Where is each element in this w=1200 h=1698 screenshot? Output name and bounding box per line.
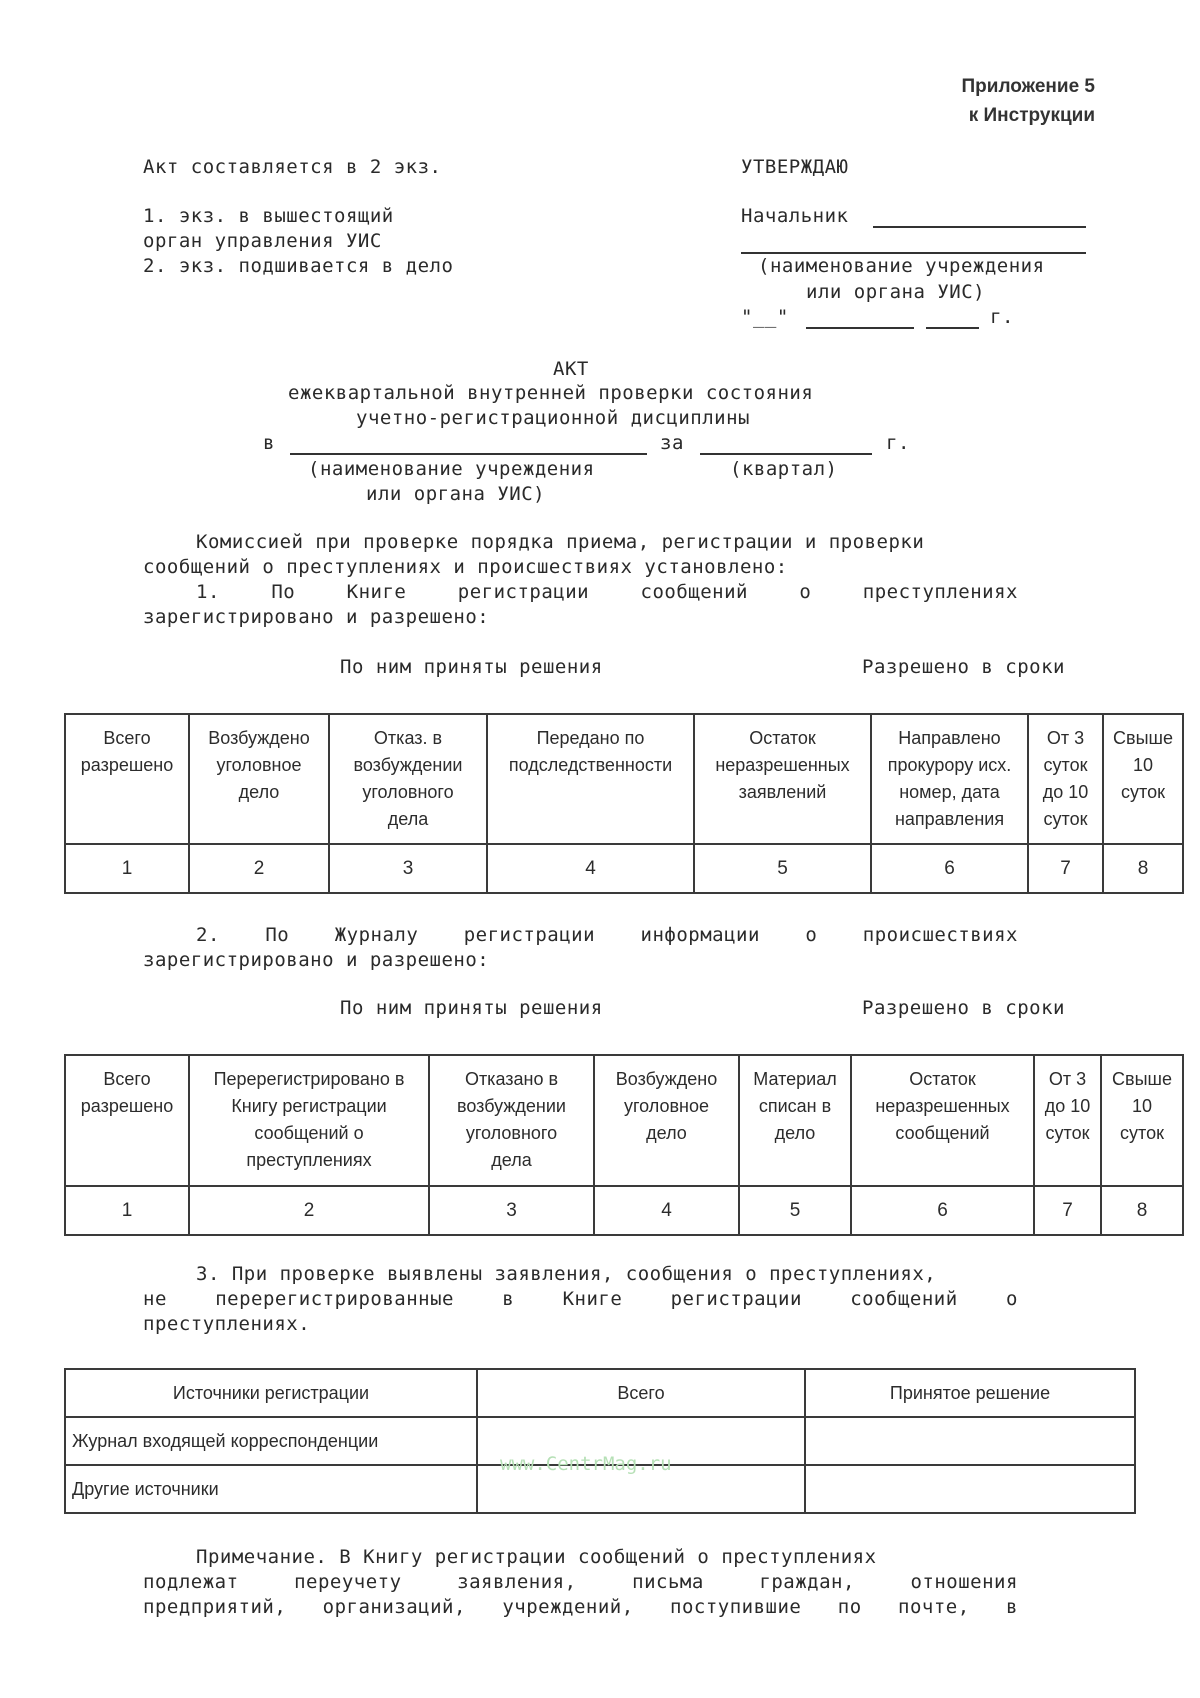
copies-note: Акт составляется в 2 экз. [143, 156, 442, 178]
section2-word: регистрации [463, 924, 596, 946]
copy2-note: 2. экз. подшивается в дело [143, 255, 454, 277]
note-word: учреждений, [502, 1596, 634, 1618]
section2-line2: зарегистрировано и разрешено: [143, 949, 490, 971]
table1-header-cell: От 3 суток до 10 суток [1028, 714, 1103, 844]
table2-number-cell: 1 [65, 1186, 189, 1235]
section1-word: По [271, 581, 296, 603]
table1-header-cell: Свыше 10 суток [1103, 714, 1183, 844]
table1-header-cell: Остаток неразрешенных заявлений [694, 714, 871, 844]
appendix-label [962, 72, 1095, 130]
note-word: граждан, [759, 1571, 855, 1593]
note-word: почте, [898, 1596, 970, 1618]
table2-header-cell: Свыше 10 суток [1101, 1055, 1183, 1186]
table1-header-cell: Возбуждено уголовное дело [189, 714, 329, 844]
table1-header-cell: Направлено прокурору исх. номер, дата направления [871, 714, 1028, 844]
table1-header-cell: Передано по подследственности [487, 714, 694, 844]
table2-header-row [65, 1055, 1183, 1186]
table2-header-cell: Перерегистрировано в Книгу регистрации сообщений о преступлениях [189, 1055, 429, 1186]
note-line1: Примечание. В Книгу регистрации сообщений о преступлениях [196, 1546, 877, 1568]
section1-in-time-label: Разрешено в сроки [862, 656, 1065, 678]
table1-number-cell: 7 [1028, 844, 1103, 893]
institution-name-line [741, 252, 1086, 254]
act-subtitle-line2: учетно-регистрационной дисциплины [356, 407, 750, 429]
table1-number-cell: 5 [694, 844, 871, 893]
table2-header-cell: Материал списан в дело [739, 1055, 851, 1186]
act-year-suffix: г. [886, 432, 910, 454]
table1-number-cell: 2 [189, 844, 329, 893]
table3-header-cell: Принятое решение [805, 1369, 1135, 1417]
table2-number-cell: 6 [851, 1186, 1034, 1235]
table-journal-registration [64, 1054, 1184, 1236]
table3-header-row [65, 1369, 1135, 1417]
act-title: АКТ [553, 358, 589, 380]
table1-number-cell: 6 [871, 844, 1028, 893]
appendix-line2: к Инструкции [968, 105, 1095, 126]
section2-line1 [196, 924, 1018, 946]
section3-line3: преступлениях. [143, 1313, 311, 1335]
section2-word: Журналу [334, 924, 419, 946]
note-word: заявления, [457, 1571, 577, 1593]
table3-header-cell: Источники регистрации [65, 1369, 477, 1417]
table1-header-cell: Отказ. в возбуждении уголовного дела [329, 714, 487, 844]
section2-word: происшествиях [862, 924, 1018, 946]
table2-number-cell: 2 [189, 1186, 429, 1235]
table2-number-row [65, 1186, 1183, 1235]
note-word: организаций, [322, 1596, 466, 1618]
section1-word: преступлениях [862, 581, 1018, 603]
section3-word: сообщений [850, 1288, 958, 1310]
section2-decisions-label: По ним приняты решения [340, 997, 603, 1019]
table2-number-cell: 3 [429, 1186, 594, 1235]
act-caption-inst-line1: (наименование учреждения [308, 458, 595, 480]
table1-number-cell: 8 [1103, 844, 1183, 893]
table2-number-cell: 7 [1034, 1186, 1101, 1235]
section3-word: не [143, 1288, 167, 1310]
table2-header-cell: От 3 до 10 суток [1034, 1055, 1101, 1186]
note-line2 [143, 1571, 1018, 1593]
table1-header-cell: Всего разрешено [65, 714, 189, 844]
section1-decisions-label: По ним приняты решения [340, 656, 603, 678]
section1-line2: зарегистрировано и разрешено: [143, 606, 490, 628]
section3-word: Книге [562, 1288, 623, 1310]
section1-word: сообщений [640, 581, 748, 603]
copy1-line2: орган управления УИС [143, 230, 382, 252]
act-for-label: за [660, 432, 684, 454]
note-word: отношения [910, 1571, 1018, 1593]
act-caption-inst-line2: или органа УИС) [366, 483, 546, 505]
approve-title: УТВЕРЖДАЮ [741, 156, 849, 178]
approve-date-quote: "__" [741, 306, 789, 328]
section2-word: информации [640, 924, 760, 946]
act-caption-quarter: (квартал) [730, 458, 838, 480]
approve-date-year-line [926, 327, 979, 329]
act-institution-line [290, 453, 647, 455]
section1-word: 1. [196, 581, 220, 603]
section1-word: Книге [346, 581, 407, 603]
table1-number-cell: 4 [487, 844, 694, 893]
approve-year-suffix: г. [990, 306, 1014, 328]
note-word: предприятий, [143, 1596, 287, 1618]
section2-word: о [805, 924, 818, 946]
chief-label: Начальник [741, 205, 849, 227]
section3-word: перерегистрированные [215, 1288, 454, 1310]
section3-word: о [1006, 1288, 1018, 1310]
note-word: поступившие [670, 1596, 802, 1618]
section2-word: 2. [196, 924, 220, 946]
table3-decision-cell [805, 1417, 1135, 1465]
table2-number-cell: 4 [594, 1186, 739, 1235]
approve-caption-line2: или органа УИС) [806, 281, 986, 303]
table-registration-sources [64, 1368, 1136, 1514]
table1-number-row [65, 844, 1183, 893]
intro-line1: Комиссией при проверке порядка приема, регистрации и проверки [196, 531, 925, 553]
act-quarter-line [700, 453, 872, 455]
table3-decision-cell [805, 1465, 1135, 1513]
section2-in-time-label: Разрешено в сроки [862, 997, 1065, 1019]
section3-line1: 3. При проверке выявлены заявления, сообщения о преступлениях, [196, 1263, 937, 1285]
watermark: www.CentrMag.ru [500, 1453, 672, 1475]
section1-word: о [799, 581, 812, 603]
act-in-label: в [263, 432, 275, 454]
table1-number-cell: 3 [329, 844, 487, 893]
note-word: подлежат [143, 1571, 239, 1593]
intro-line2: сообщений о преступлениях и происшествиях установлено: [143, 556, 788, 578]
section3-word: регистрации [670, 1288, 802, 1310]
note-line3 [143, 1596, 1018, 1618]
section1-line1 [196, 581, 1018, 603]
note-word: по [837, 1596, 862, 1618]
table-book-registration [64, 713, 1184, 894]
table1-number-cell: 1 [65, 844, 189, 893]
note-word: письма [632, 1571, 704, 1593]
table2-header-cell: Всего разрешено [65, 1055, 189, 1186]
chief-signature-line [873, 226, 1086, 228]
act-subtitle-line1: ежеквартальной внутренней проверки состояния [288, 382, 814, 404]
section1-word: регистрации [457, 581, 590, 603]
table2-header-cell: Возбуждено уголовное дело [594, 1055, 739, 1186]
section3-line2 [143, 1288, 1018, 1310]
table1-header-row [65, 714, 1183, 844]
table3-source-cell: Другие источники [65, 1465, 477, 1513]
table2-header-cell: Отказано в возбуждении уголовного дела [429, 1055, 594, 1186]
note-word: в [1006, 1596, 1018, 1618]
table2-header-cell: Остаток неразрешенных сообщений [851, 1055, 1034, 1186]
section2-word: По [265, 924, 290, 946]
appendix-line1: Приложение 5 [961, 76, 1095, 97]
copy1-line1: 1. экз. в вышестоящий [143, 205, 394, 227]
table3-source-cell: Журнал входящей корреспонденции [65, 1417, 477, 1465]
section3-word: в [502, 1288, 515, 1310]
table3-header-cell: Всего [477, 1369, 805, 1417]
approve-date-month-line [806, 327, 914, 329]
approve-caption-line1: (наименование учреждения [758, 255, 1045, 277]
note-word: переучету [294, 1571, 402, 1593]
table2-number-cell: 8 [1101, 1186, 1183, 1235]
table2-number-cell: 5 [739, 1186, 851, 1235]
